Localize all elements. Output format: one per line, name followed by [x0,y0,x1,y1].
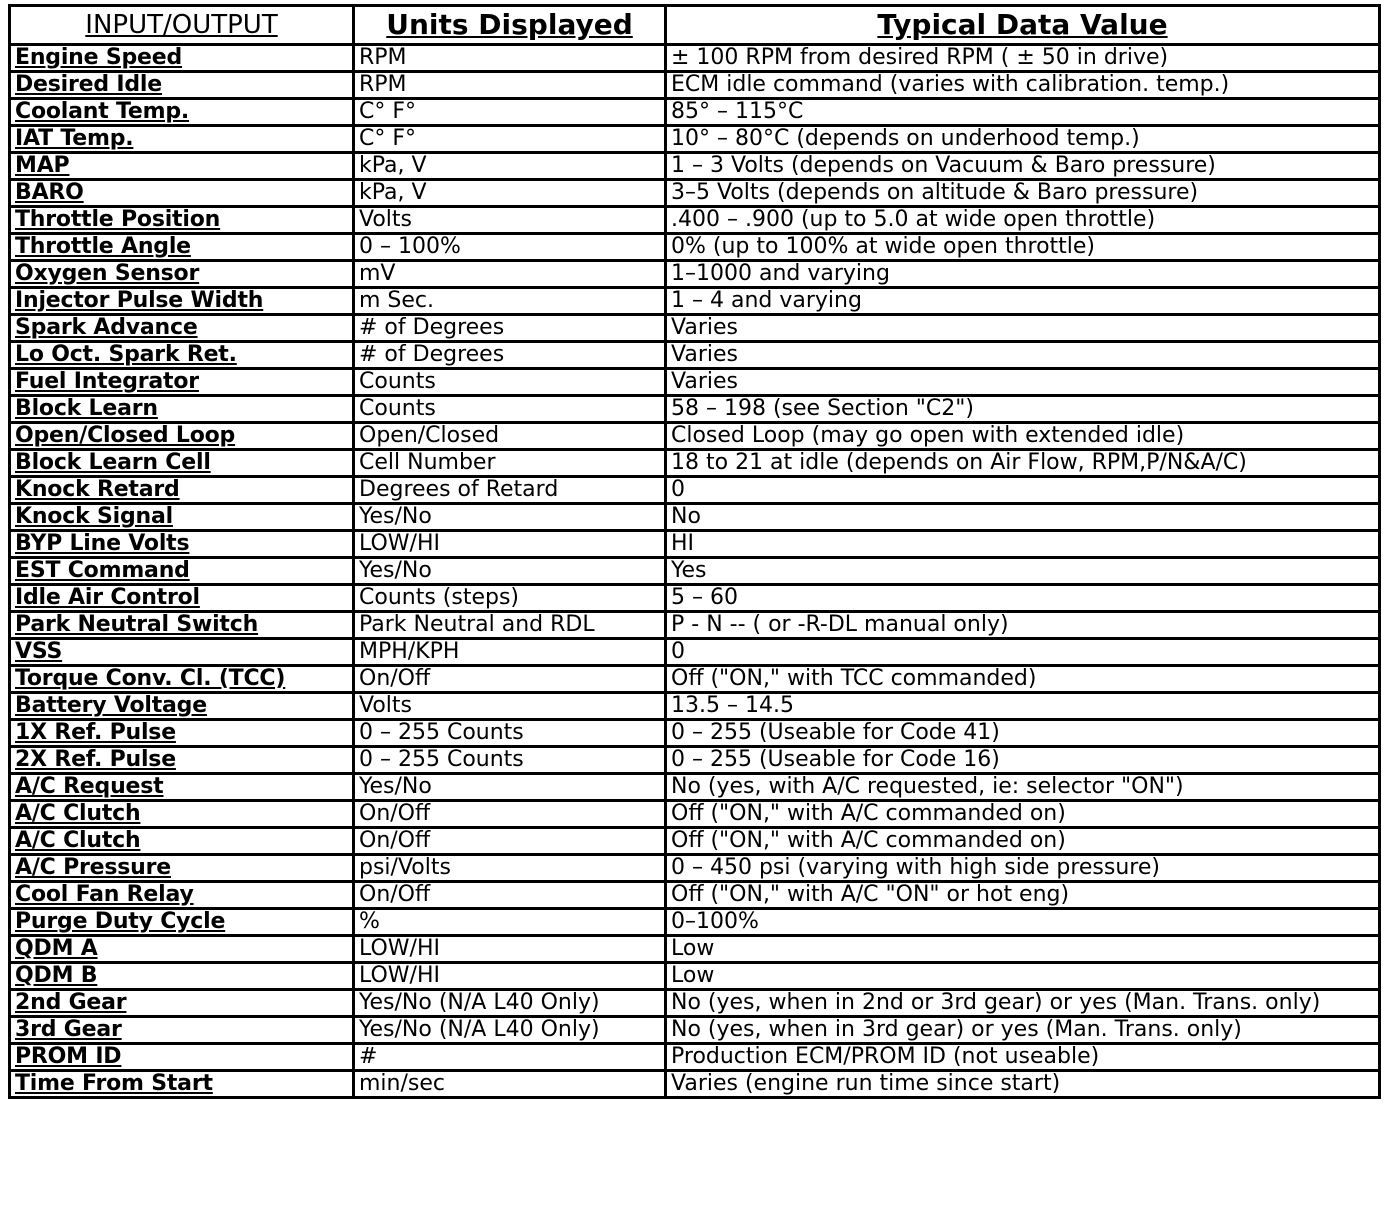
input-output-cell: Block Learn [10,396,354,423]
typical-value-cell: Low [666,936,1380,963]
typical-value-cell: 10° – 80°C (depends on underhood temp.) [666,126,1380,153]
typical-value-cell: ECM idle command (varies with calibration. temp.) [666,72,1380,99]
table-row [10,585,1380,612]
units-cell: Yes/No [354,774,666,801]
table-row [10,288,1380,315]
units-cell: mV [354,261,666,288]
units-cell: C° F° [354,99,666,126]
typical-value-cell: 1 – 4 and varying [666,288,1380,315]
typical-value-cell: No (yes, when in 2nd or 3rd gear) or yes (Man. Trans. only) [666,990,1380,1017]
input-output-cell: A/C Clutch [10,828,354,855]
table-row [10,342,1380,369]
input-output-cell: MAP [10,153,354,180]
typical-value-cell: Varies [666,369,1380,396]
table-row [10,207,1380,234]
input-output-cell: VSS [10,639,354,666]
typical-value-cell: Off ("ON," with A/C commanded on) [666,828,1380,855]
input-output-cell: Time From Start [10,1071,354,1098]
typical-value-cell: Closed Loop (may go open with extended idle) [666,423,1380,450]
units-cell: RPM [354,45,666,72]
typical-value-cell: Yes [666,558,1380,585]
units-cell: # of Degrees [354,342,666,369]
table-row [10,504,1380,531]
units-cell: MPH/KPH [354,639,666,666]
input-output-cell: QDM A [10,936,354,963]
typical-value-cell: 0 – 255 (Useable for Code 41) [666,720,1380,747]
table-row [10,1044,1380,1071]
typical-value-cell: No (yes, with A/C requested, ie: selector "ON") [666,774,1380,801]
typical-value-cell: Off ("ON," with A/C "ON" or hot eng) [666,882,1380,909]
input-output-cell: 1X Ref. Pulse [10,720,354,747]
typical-value-cell: 1 – 3 Volts (depends on Vacuum & Baro pressure) [666,153,1380,180]
input-output-cell: 2nd Gear [10,990,354,1017]
typical-value-cell: 0 – 450 psi (varying with high side pressure) [666,855,1380,882]
input-output-cell: 2X Ref. Pulse [10,747,354,774]
input-output-cell: Purge Duty Cycle [10,909,354,936]
table-row [10,261,1380,288]
table-row [10,990,1380,1017]
input-output-cell: IAT Temp. [10,126,354,153]
typical-value-cell: P - N -- ( or -R-DL manual only) [666,612,1380,639]
units-cell: 0 – 100% [354,234,666,261]
units-cell: Yes/No (N/A L40 Only) [354,1017,666,1044]
units-cell: LOW/HI [354,531,666,558]
units-cell: C° F° [354,126,666,153]
scan-data-table [8,4,1381,1099]
table-row [10,612,1380,639]
input-output-cell: A/C Request [10,774,354,801]
input-output-cell: Open/Closed Loop [10,423,354,450]
input-output-cell: BYP Line Volts [10,531,354,558]
header-typical-data-value: Typical Data Value [666,6,1380,45]
units-cell: On/Off [354,828,666,855]
table-row [10,963,1380,990]
table-body [10,45,1380,1098]
table-row [10,666,1380,693]
units-cell: kPa, V [354,153,666,180]
input-output-cell: A/C Clutch [10,801,354,828]
typical-value-cell: 0% (up to 100% at wide open throttle) [666,234,1380,261]
units-cell: Counts (steps) [354,585,666,612]
typical-value-cell: Varies [666,315,1380,342]
input-output-cell: PROM ID [10,1044,354,1071]
units-cell: # of Degrees [354,315,666,342]
units-cell: 0 – 255 Counts [354,720,666,747]
typical-value-cell: 0 [666,477,1380,504]
table-row [10,99,1380,126]
table-row [10,153,1380,180]
input-output-cell: Block Learn Cell [10,450,354,477]
table-row [10,126,1380,153]
typical-value-cell: No (yes, when in 3rd gear) or yes (Man. Trans. only) [666,1017,1380,1044]
input-output-cell: Cool Fan Relay [10,882,354,909]
input-output-cell: Lo Oct. Spark Ret. [10,342,354,369]
input-output-cell: Idle Air Control [10,585,354,612]
table-row [10,234,1380,261]
typical-value-cell: 0–100% [666,909,1380,936]
table-row [10,828,1380,855]
input-output-cell: QDM B [10,963,354,990]
table-row [10,882,1380,909]
input-output-cell: Torque Conv. Cl. (TCC) [10,666,354,693]
table-row [10,45,1380,72]
units-cell: m Sec. [354,288,666,315]
typical-value-cell: 1–1000 and varying [666,261,1380,288]
input-output-cell: Throttle Position [10,207,354,234]
units-cell: Volts [354,693,666,720]
units-cell: kPa, V [354,180,666,207]
typical-value-cell: 18 to 21 at idle (depends on Air Flow, RPM,P/N&A/C) [666,450,1380,477]
units-cell: psi/Volts [354,855,666,882]
header-row [10,6,1380,45]
units-cell: Yes/No [354,558,666,585]
table-row [10,180,1380,207]
units-cell: LOW/HI [354,936,666,963]
table-row [10,423,1380,450]
input-output-cell: EST Command [10,558,354,585]
units-cell: RPM [354,72,666,99]
units-cell: Open/Closed [354,423,666,450]
typical-value-cell: Varies [666,342,1380,369]
units-cell: Volts [354,207,666,234]
units-cell: # [354,1044,666,1071]
units-cell: Yes/No (N/A L40 Only) [354,990,666,1017]
typical-value-cell: Low [666,963,1380,990]
typical-value-cell: 85° – 115°C [666,99,1380,126]
table-row [10,720,1380,747]
units-cell: Degrees of Retard [354,477,666,504]
input-output-cell: Coolant Temp. [10,99,354,126]
units-cell: Yes/No [354,504,666,531]
table-row [10,1071,1380,1098]
input-output-cell: Spark Advance [10,315,354,342]
input-output-cell: Injector Pulse Width [10,288,354,315]
input-output-cell: BARO [10,180,354,207]
typical-value-cell: .400 – .900 (up to 5.0 at wide open throttle) [666,207,1380,234]
units-cell: min/sec [354,1071,666,1098]
input-output-cell: Engine Speed [10,45,354,72]
units-cell: Park Neutral and RDL [354,612,666,639]
typical-value-cell: Production ECM/PROM ID (not useable) [666,1044,1380,1071]
table-row [10,477,1380,504]
typical-value-cell: No [666,504,1380,531]
units-cell: On/Off [354,882,666,909]
units-cell: % [354,909,666,936]
input-output-cell: Fuel Integrator [10,369,354,396]
input-output-cell: Knock Retard [10,477,354,504]
units-cell: On/Off [354,666,666,693]
table-row [10,531,1380,558]
table-row [10,936,1380,963]
typical-value-cell: 5 – 60 [666,585,1380,612]
input-output-cell: 3rd Gear [10,1017,354,1044]
typical-value-cell: 0 – 255 (Useable for Code 16) [666,747,1380,774]
table-row [10,855,1380,882]
input-output-cell: Desired Idle [10,72,354,99]
typical-value-cell: HI [666,531,1380,558]
input-output-cell: Oxygen Sensor [10,261,354,288]
table-row [10,450,1380,477]
table-row [10,909,1380,936]
typical-value-cell: 3–5 Volts (depends on altitude & Baro pressure) [666,180,1380,207]
input-output-cell: Knock Signal [10,504,354,531]
table-row [10,693,1380,720]
header-input-output: INPUT/OUTPUT [10,6,354,45]
input-output-cell: A/C Pressure [10,855,354,882]
input-output-cell: Park Neutral Switch [10,612,354,639]
typical-value-cell: ± 100 RPM from desired RPM ( ± 50 in drive) [666,45,1380,72]
table-row [10,747,1380,774]
table-row [10,801,1380,828]
table-row [10,315,1380,342]
typical-value-cell: 13.5 – 14.5 [666,693,1380,720]
units-cell: Cell Number [354,450,666,477]
table-row [10,774,1380,801]
table-row [10,639,1380,666]
header-units-displayed: Units Displayed [354,6,666,45]
units-cell: On/Off [354,801,666,828]
table-row [10,1017,1380,1044]
typical-value-cell: Off ("ON," with TCC commanded) [666,666,1380,693]
table-row [10,72,1380,99]
typical-value-cell: Off ("ON," with A/C commanded on) [666,801,1380,828]
table-row [10,558,1380,585]
units-cell: LOW/HI [354,963,666,990]
table-row [10,396,1380,423]
typical-value-cell: Varies (engine run time since start) [666,1071,1380,1098]
typical-value-cell: 58 – 198 (see Section "C2") [666,396,1380,423]
units-cell: 0 – 255 Counts [354,747,666,774]
units-cell: Counts [354,396,666,423]
input-output-cell: Throttle Angle [10,234,354,261]
typical-value-cell: 0 [666,639,1380,666]
table-row [10,369,1380,396]
input-output-cell: Battery Voltage [10,693,354,720]
units-cell: Counts [354,369,666,396]
